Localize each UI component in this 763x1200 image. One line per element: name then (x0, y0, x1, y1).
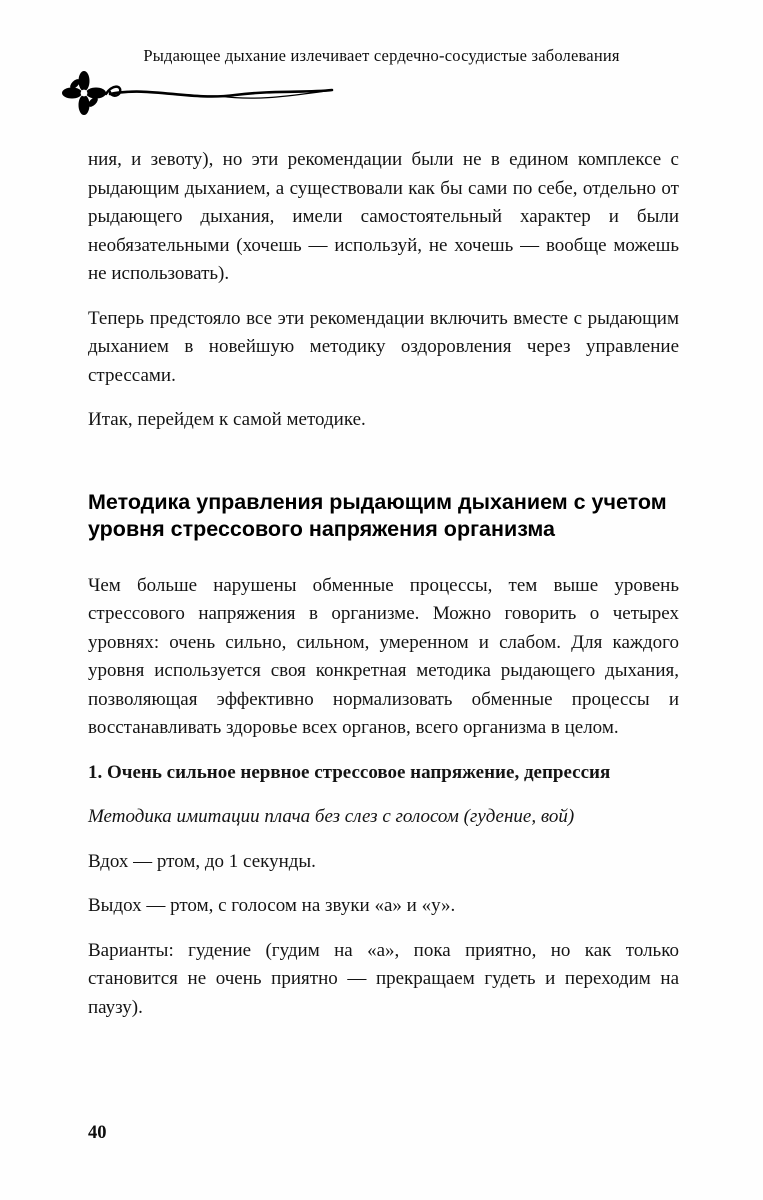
running-header: Рыдающее дыхание излечивает сердечно-сосудистые заболевания (143, 46, 620, 65)
paragraph-4: Чем больше нарушены обменные процессы, тем выше уровень стрессового напряжения в организме. Можно говорить о четырех уровнях: очень сильно, сильном, умеренном и слабом. Для каждого уровня используется своя конкретная методика рыдающего дыхания, позволяющая эффективно нормализовать обменные процессы и восстанавливать здоровье всех органов, всего организма в целом. (88, 574, 679, 738)
paragraph-continuation: ния, и зевоту), но эти рекомендации были не в едином комплексе с рыдающим дыханием, а существовали как бы сами по себе, отдельно от рыдающего дыхания, имели самостоятельный характер и были необязательными (хочешь — используй, не хочешь — вообще можешь не использовать). (88, 149, 679, 284)
page-number: 40 (88, 1123, 107, 1143)
subsection-heading-level-1: 1. Очень сильное нервное стрессовое напряжение, депрессия (88, 761, 611, 783)
header-ornament (60, 70, 763, 116)
method-description-italic: Методика имитации плача без слез с голосом (гудение, вой) (88, 806, 575, 827)
paragraph-3: Итак, перейдем к самой методике. (88, 409, 366, 430)
variants-instruction: Варианты: гудение (гудим на «а», пока приятно, но как только становится не очень приятно — прекращаем гудеть и переходим на паузу). (88, 939, 679, 1018)
flower-flourish-icon (60, 70, 340, 116)
inhale-instruction: Вдох — ртом, до 1 секунды. (88, 850, 316, 872)
section-heading: Методика управления рыдающим дыханием с учетом уровня стрессового напряжения организма (88, 489, 667, 541)
exhale-instruction: Выдох — ртом, с голосом на звуки «а» и «у». (88, 895, 456, 916)
page-body (88, 146, 679, 1022)
paragraph-2: Теперь предстояло все эти рекомендации включить вместе с рыдающим дыханием в новейшую методику оздоровления через управление стрессами. (88, 307, 679, 386)
